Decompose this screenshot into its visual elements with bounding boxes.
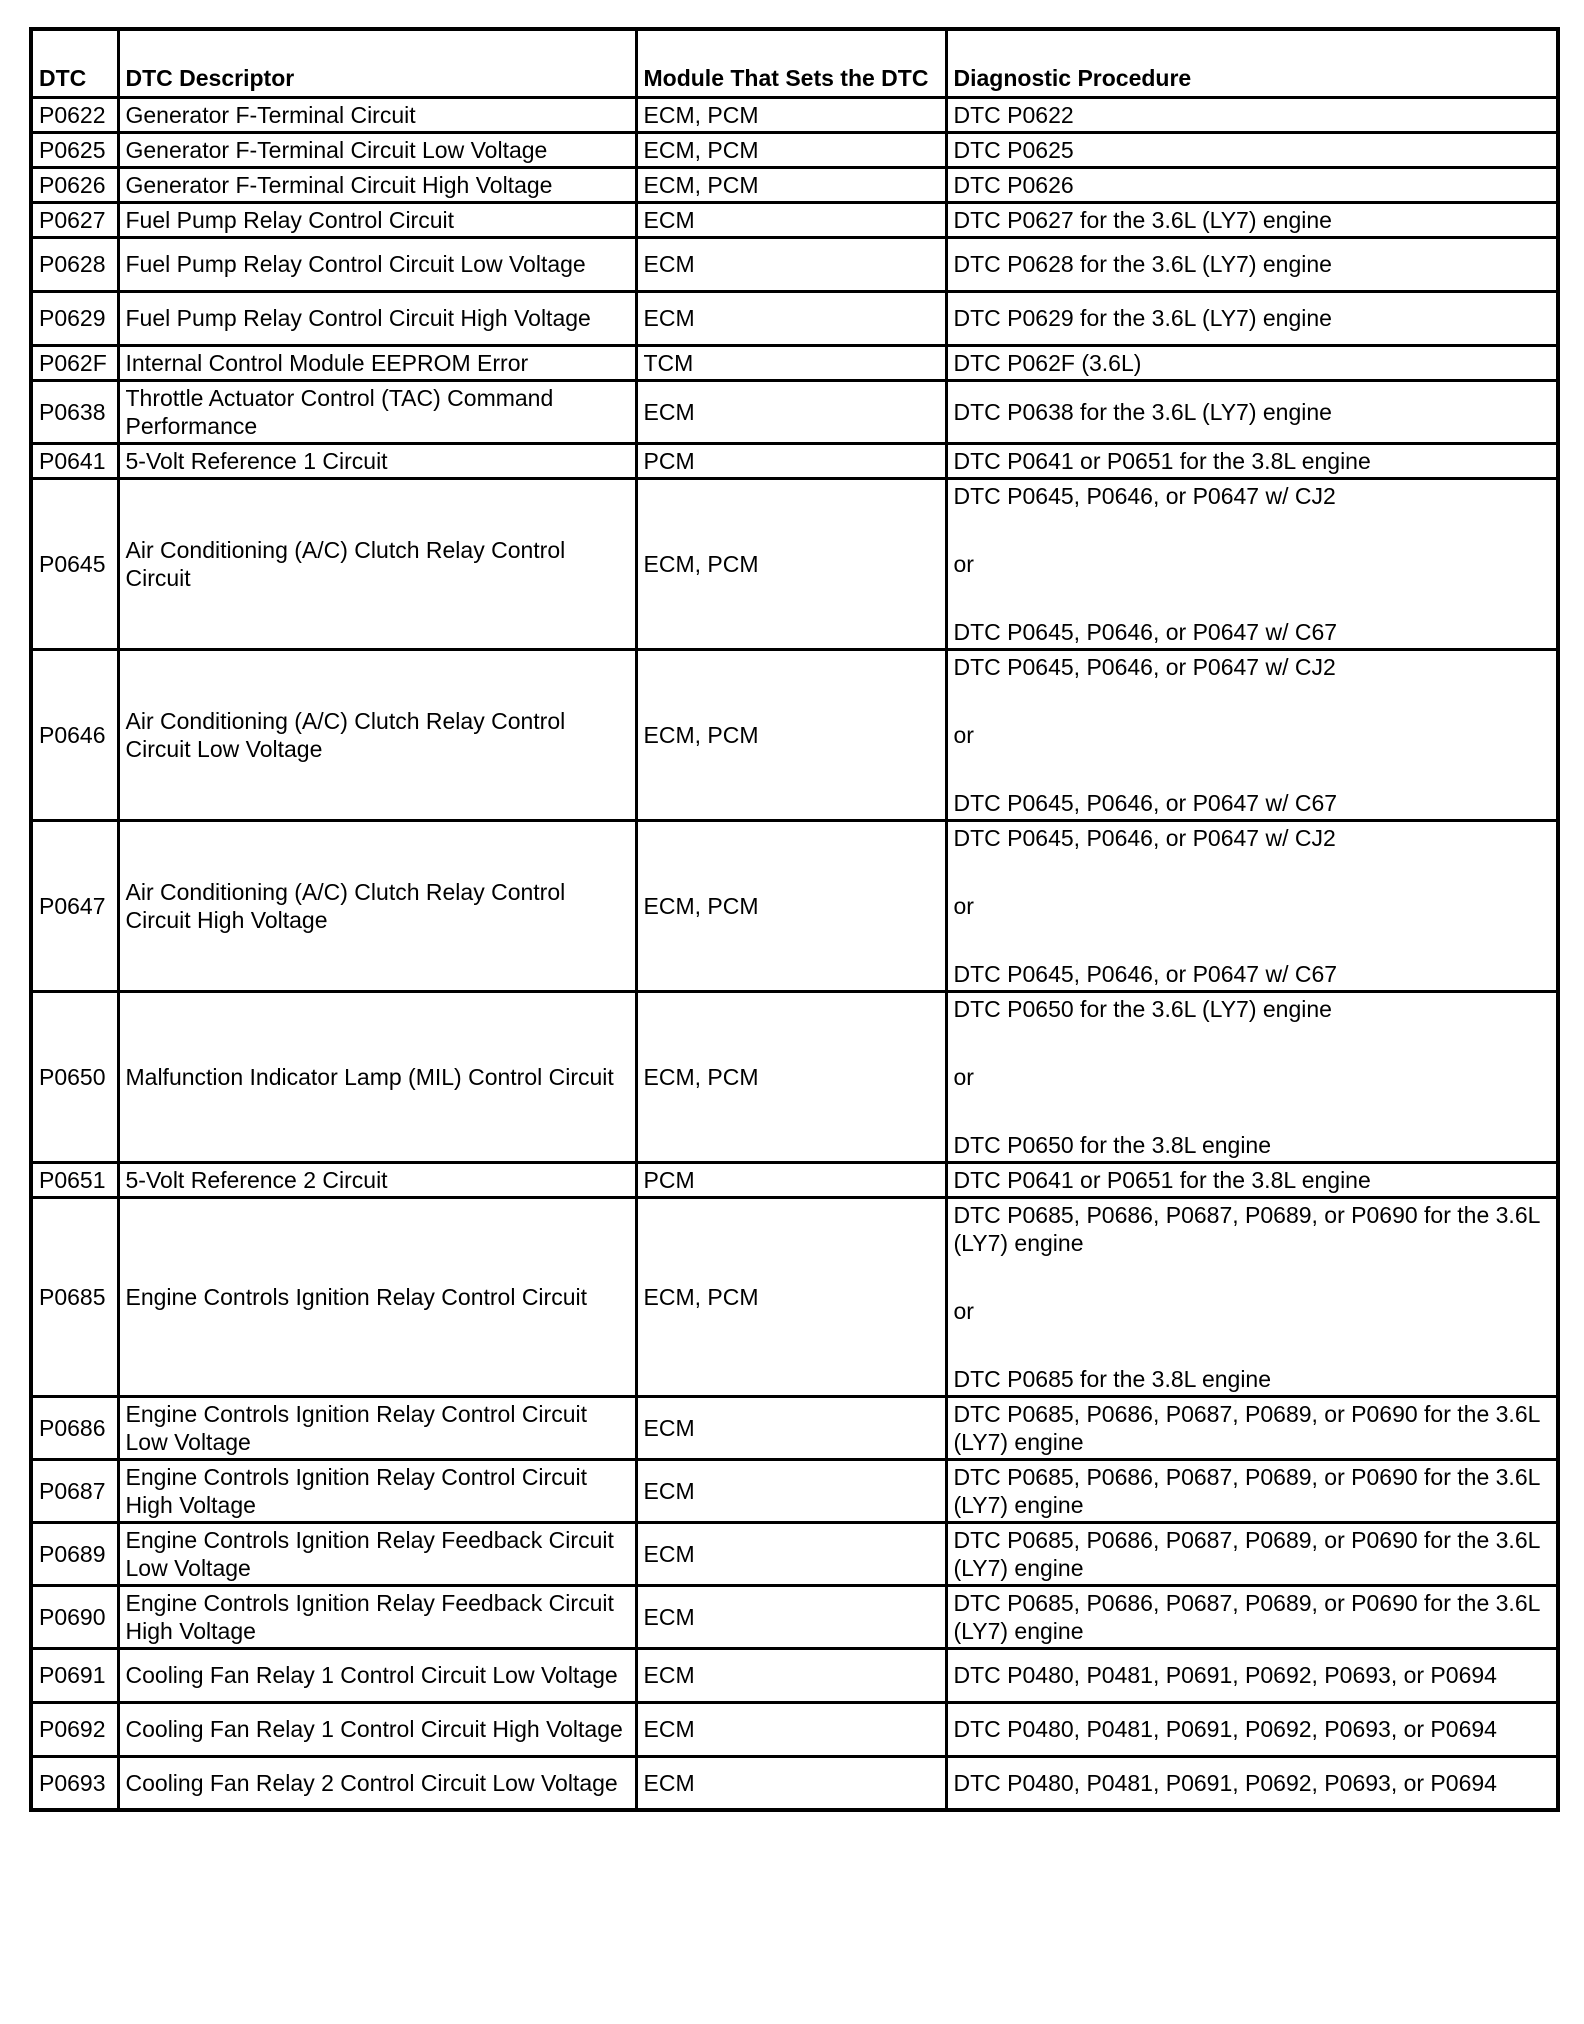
table-row [31, 97, 1558, 132]
dtc-code: P0629 [31, 291, 118, 345]
dtc-descriptor: Throttle Actuator Control (TAC) Command Performance [118, 380, 636, 443]
dtc-module: ECM [636, 1396, 946, 1459]
dtc-module: ECM [636, 1522, 946, 1585]
diagnostic-procedure: DTC P0638 for the 3.6L (LY7) engine [946, 380, 1558, 443]
procedure-line: DTC P0645, P0646, or P0647 w/ C67 [953, 789, 1338, 816]
diagnostic-procedure: DTC P0685, P0686, P0687, P0689, or P0690 for the 3.6L (LY7) engine [946, 1585, 1558, 1648]
dtc-descriptor: Fuel Pump Relay Control Circuit Low Voltage [118, 237, 636, 291]
diagnostic-procedure: DTC P0480, P0481, P0691, P0692, P0693, or P0694 [946, 1648, 1558, 1702]
table-row [31, 237, 1558, 291]
dtc-descriptor: 5-Volt Reference 2 Circuit [118, 1162, 636, 1197]
procedure-line: DTC P0645, P0646, or P0647 w/ CJ2 [953, 482, 1336, 509]
diagnostic-procedure [946, 820, 1558, 991]
diagnostic-procedure: DTC P0685, P0686, P0687, P0689, or P0690 for the 3.6L (LY7) engine [946, 1522, 1558, 1585]
table-row [31, 167, 1558, 202]
procedure-line: or [953, 1297, 974, 1324]
dtc-code: P0691 [31, 1648, 118, 1702]
table-row [31, 649, 1558, 820]
dtc-descriptor: Engine Controls Ignition Relay Control Circuit Low Voltage [118, 1396, 636, 1459]
dtc-module: ECM, PCM [636, 97, 946, 132]
diagnostic-procedure: DTC P0627 for the 3.6L (LY7) engine [946, 202, 1558, 237]
diagnostic-procedure [946, 649, 1558, 820]
dtc-module: ECM, PCM [636, 132, 946, 167]
spacer [954, 1325, 1551, 1365]
dtc-code: P0638 [31, 380, 118, 443]
header-module: Module That Sets the DTC [636, 29, 946, 97]
dtc-module: ECM, PCM [636, 478, 946, 649]
table-row [31, 1197, 1558, 1396]
dtc-code: P0690 [31, 1585, 118, 1648]
header-procedure: Diagnostic Procedure [946, 29, 1558, 97]
dtc-table [29, 27, 1560, 1812]
diagnostic-procedure: DTC P0685, P0686, P0687, P0689, or P0690 for the 3.6L (LY7) engine [946, 1396, 1558, 1459]
dtc-descriptor: Internal Control Module EEPROM Error [118, 345, 636, 380]
dtc-descriptor: Engine Controls Ignition Relay Feedback Circuit Low Voltage [118, 1522, 636, 1585]
dtc-descriptor: Air Conditioning (A/C) Clutch Relay Control Circuit Low Voltage [118, 649, 636, 820]
table-row [31, 1396, 1558, 1459]
header-row [31, 29, 1558, 97]
dtc-module: ECM [636, 237, 946, 291]
diagnostic-procedure: DTC P0480, P0481, P0691, P0692, P0693, or P0694 [946, 1702, 1558, 1756]
spacer [954, 1091, 1551, 1131]
dtc-descriptor: Cooling Fan Relay 1 Control Circuit Low Voltage [118, 1648, 636, 1702]
table-row [31, 132, 1558, 167]
dtc-module: ECM [636, 202, 946, 237]
procedure-line: DTC P0650 for the 3.6L (LY7) engine [953, 995, 1332, 1022]
diagnostic-procedure: DTC P062F (3.6L) [946, 345, 1558, 380]
dtc-module: ECM, PCM [636, 167, 946, 202]
table-row [31, 1459, 1558, 1522]
spacer [954, 920, 1551, 960]
table-row [31, 1585, 1558, 1648]
dtc-descriptor: Air Conditioning (A/C) Clutch Relay Control Circuit [118, 478, 636, 649]
dtc-module: ECM [636, 1459, 946, 1522]
dtc-module: ECM, PCM [636, 991, 946, 1162]
dtc-code: P0627 [31, 202, 118, 237]
dtc-descriptor: Malfunction Indicator Lamp (MIL) Control Circuit [118, 991, 636, 1162]
procedure-line: or [953, 550, 974, 577]
diagnostic-procedure: DTC P0685, P0686, P0687, P0689, or P0690 for the 3.6L (LY7) engine [946, 1459, 1558, 1522]
dtc-code: P0641 [31, 443, 118, 478]
dtc-module: ECM [636, 380, 946, 443]
diagnostic-procedure: DTC P0641 or P0651 for the 3.8L engine [946, 1162, 1558, 1197]
procedure-line: DTC P0650 for the 3.8L engine [953, 1131, 1272, 1158]
table-row [31, 1162, 1558, 1197]
dtc-module: TCM [636, 345, 946, 380]
dtc-code: P0625 [31, 132, 118, 167]
dtc-module: ECM [636, 1585, 946, 1648]
diagnostic-procedure: DTC P0629 for the 3.6L (LY7) engine [946, 291, 1558, 345]
header-descriptor: DTC Descriptor [118, 29, 636, 97]
procedure-line: DTC P0685 for the 3.8L engine [953, 1365, 1272, 1392]
table-row [31, 478, 1558, 649]
dtc-module: ECM, PCM [636, 1197, 946, 1396]
diagnostic-procedure: DTC P0626 [946, 167, 1558, 202]
dtc-module: ECM, PCM [636, 649, 946, 820]
dtc-descriptor: Engine Controls Ignition Relay Control Circuit [118, 1197, 636, 1396]
dtc-module: PCM [636, 443, 946, 478]
dtc-code: P0686 [31, 1396, 118, 1459]
procedure-line: DTC P0685, P0686, P0687, P0689, or P0690 for the 3.6L (LY7) engine [953, 1201, 1540, 1256]
spacer [954, 749, 1551, 789]
dtc-descriptor: Cooling Fan Relay 1 Control Circuit High Voltage [118, 1702, 636, 1756]
spacer [954, 1023, 1551, 1063]
spacer [954, 510, 1551, 550]
table-row [31, 1756, 1558, 1810]
table-row [31, 345, 1558, 380]
dtc-code: P0692 [31, 1702, 118, 1756]
dtc-descriptor: 5-Volt Reference 1 Circuit [118, 443, 636, 478]
procedure-line: or [953, 892, 974, 919]
procedure-line: DTC P0645, P0646, or P0647 w/ C67 [953, 960, 1338, 987]
dtc-module: ECM [636, 1756, 946, 1810]
dtc-code: P0645 [31, 478, 118, 649]
dtc-code: P0646 [31, 649, 118, 820]
diagnostic-procedure: DTC P0641 or P0651 for the 3.8L engine [946, 443, 1558, 478]
table-row [31, 202, 1558, 237]
diagnostic-procedure [946, 991, 1558, 1162]
dtc-descriptor: Generator F-Terminal Circuit High Voltage [118, 167, 636, 202]
spacer [954, 681, 1551, 721]
dtc-code: P0628 [31, 237, 118, 291]
diagnostic-procedure: DTC P0625 [946, 132, 1558, 167]
dtc-descriptor: Engine Controls Ignition Relay Control Circuit High Voltage [118, 1459, 636, 1522]
dtc-descriptor: Cooling Fan Relay 2 Control Circuit Low Voltage [118, 1756, 636, 1810]
dtc-code: P062F [31, 345, 118, 380]
table-row [31, 1522, 1558, 1585]
dtc-code: P0622 [31, 97, 118, 132]
spacer [954, 852, 1551, 892]
dtc-module: PCM [636, 1162, 946, 1197]
dtc-code: P0685 [31, 1197, 118, 1396]
table-row [31, 820, 1558, 991]
dtc-code: P0647 [31, 820, 118, 991]
dtc-code: P0651 [31, 1162, 118, 1197]
table-body [31, 97, 1558, 1810]
dtc-descriptor: Fuel Pump Relay Control Circuit High Voltage [118, 291, 636, 345]
dtc-module: ECM [636, 1702, 946, 1756]
dtc-descriptor: Generator F-Terminal Circuit [118, 97, 636, 132]
procedure-line: DTC P0645, P0646, or P0647 w/ CJ2 [953, 653, 1336, 680]
dtc-code: P0689 [31, 1522, 118, 1585]
table-row [31, 991, 1558, 1162]
procedure-line: DTC P0645, P0646, or P0647 w/ C67 [953, 618, 1338, 645]
dtc-module: ECM, PCM [636, 820, 946, 991]
procedure-line: or [953, 1063, 974, 1090]
diagnostic-procedure [946, 1197, 1558, 1396]
table-row [31, 1702, 1558, 1756]
diagnostic-procedure [946, 478, 1558, 649]
diagnostic-procedure: DTC P0622 [946, 97, 1558, 132]
dtc-module: ECM [636, 1648, 946, 1702]
dtc-descriptor: Generator F-Terminal Circuit Low Voltage [118, 132, 636, 167]
dtc-descriptor: Fuel Pump Relay Control Circuit [118, 202, 636, 237]
table-row [31, 380, 1558, 443]
procedure-line: or [953, 721, 974, 748]
dtc-code: P0650 [31, 991, 118, 1162]
dtc-descriptor: Air Conditioning (A/C) Clutch Relay Control Circuit High Voltage [118, 820, 636, 991]
diagnostic-procedure: DTC P0480, P0481, P0691, P0692, P0693, or P0694 [946, 1756, 1558, 1810]
dtc-code: P0687 [31, 1459, 118, 1522]
diagnostic-procedure: DTC P0628 for the 3.6L (LY7) engine [946, 237, 1558, 291]
spacer [954, 578, 1551, 618]
table-row [31, 443, 1558, 478]
spacer [954, 1257, 1551, 1297]
dtc-descriptor: Engine Controls Ignition Relay Feedback Circuit High Voltage [118, 1585, 636, 1648]
header-dtc: DTC [31, 29, 118, 97]
dtc-code: P0626 [31, 167, 118, 202]
procedure-line: DTC P0645, P0646, or P0647 w/ CJ2 [953, 824, 1336, 851]
dtc-code: P0693 [31, 1756, 118, 1810]
table-row [31, 1648, 1558, 1702]
dtc-module: ECM [636, 291, 946, 345]
table-row [31, 291, 1558, 345]
